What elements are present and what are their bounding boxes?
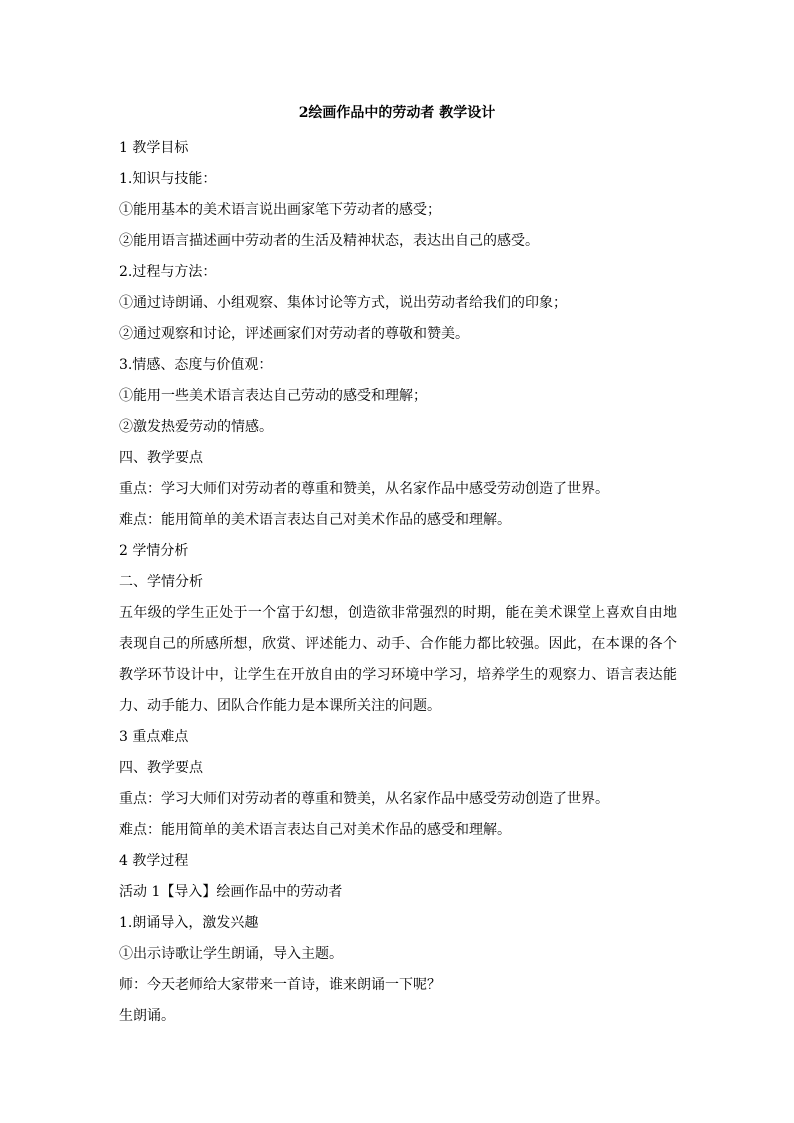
text-line: ①出示诗歌让学生朗诵，导入主题。 (119, 946, 343, 962)
text-line: 活动 1【导入】绘画作品中的劳动者 (119, 884, 343, 900)
text-line: 师：今天老师给大家带来一首诗，谁来朗诵一下呢？ (119, 977, 441, 993)
text-line: ②激发热爱劳动的情感。 (119, 419, 273, 435)
section-heading-objectives: 1 教学目标 (119, 140, 189, 156)
text-line: ②能用语言描述画中劳动者的生活及精神状态，表达出自己的感受。 (119, 233, 539, 249)
document-body (119, 133, 677, 1032)
text-line: ①能用基本的美术语言说出画家笔下劳动者的感受； (119, 202, 441, 218)
text-line: 难点：能用简单的美术语言表达自己对美术作品的感受和理解。 (119, 822, 511, 838)
text-line: 重点：学习大师们对劳动者的尊重和赞美，从名家作品中感受劳动创造了世界。 (119, 481, 609, 497)
text-line: 2.过程与方法： (119, 264, 217, 280)
text-line: 3.情感、态度与价值观： (119, 357, 273, 373)
text-line: ②通过观察和讨论，评述画家们对劳动者的尊敬和赞美。 (119, 326, 469, 342)
text-line: 1.朗诵导入，激发兴趣 (119, 915, 259, 931)
text-line: 四、教学要点 (119, 450, 203, 466)
document-title: 2绘画作品中的劳动者 教学设计 (298, 105, 496, 121)
text-line: ①能用一些美术语言表达自己劳动的感受和理解； (119, 388, 427, 404)
section-heading-analysis: 2 学情分析 (119, 543, 189, 559)
section-heading-process: 4 教学过程 (119, 853, 189, 869)
section-heading-key-points: 3 重点难点 (119, 729, 189, 745)
analysis-paragraph: 五年级的学生正处于一个富于幻想，创造欲非常强烈的时期，能在美术课堂上喜欢自由地表现自己的所感所想，欣赏、评述能力、动手、合作能力都比较强。因此，在本课的各个教学环节设计中，让学生在开放自由的学习环境中学习，培养学生的观察力、语言表达能力、动手能力、团队合作能力是本课所关注的问题。 (119, 605, 677, 714)
text-line: 四、教学要点 (119, 760, 203, 776)
text-line: 生朗诵。 (119, 1008, 175, 1024)
text-line: 难点：能用简单的美术语言表达自己对美术作品的感受和理解。 (119, 512, 511, 528)
text-line: ①通过诗朗诵、小组观察、集体讨论等方式，说出劳动者给我们的印象； (119, 295, 567, 311)
text-line: 二、学情分析 (119, 574, 203, 590)
text-line: 1.知识与技能： (119, 171, 217, 187)
text-line: 重点：学习大师们对劳动者的尊重和赞美，从名家作品中感受劳动创造了世界。 (119, 791, 609, 807)
